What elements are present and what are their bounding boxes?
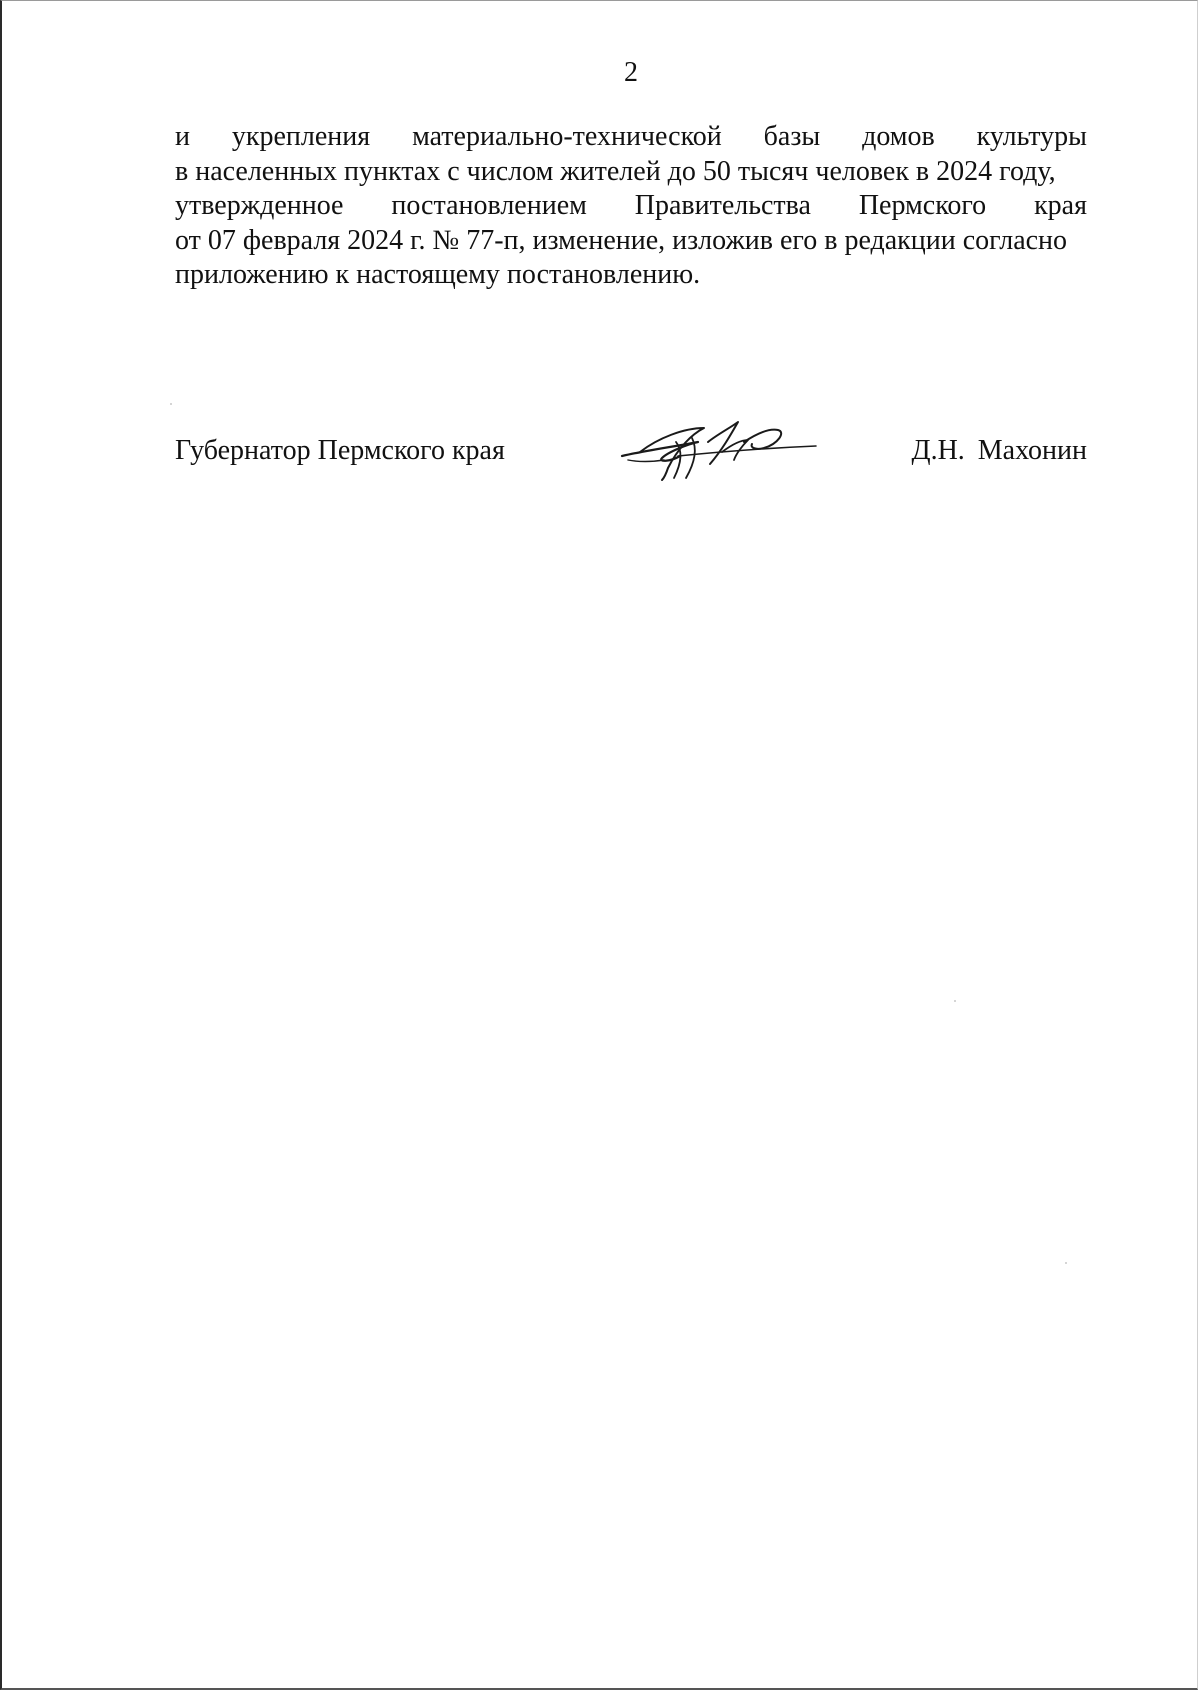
word: и — [175, 121, 190, 152]
text-line-2: в населенных пунктах с числом жителей до 50 тысяч человек в 2024 году, — [175, 155, 1056, 187]
word: Пермского — [858, 190, 987, 221]
handwritten-signature — [618, 412, 818, 484]
signer-name: Д.Н. Махонин — [911, 435, 1087, 466]
scan-speck — [170, 403, 172, 405]
body-paragraph — [175, 120, 1087, 293]
word: края — [1034, 190, 1087, 221]
scan-speck — [954, 1000, 956, 1002]
word: базы — [763, 121, 821, 152]
text-line-1 — [175, 120, 1087, 155]
signer-title: Губернатор Пермского края — [175, 435, 505, 466]
word: утвержденное — [175, 190, 344, 221]
text-line-4: от 07 февраля 2024 г. № 77-п, изменение, изложив его в редакции согласно — [175, 224, 1068, 256]
page-number: 2 — [624, 57, 638, 88]
word: домов — [862, 121, 935, 152]
word: материально-технической — [412, 121, 722, 152]
word: Правительства — [634, 190, 811, 221]
word: культуры — [976, 121, 1087, 152]
word: постановлением — [391, 190, 587, 221]
text-line-3 — [175, 189, 1087, 224]
word: укрепления — [231, 121, 371, 152]
text-line-5: приложению к настоящему постановлению. — [175, 259, 701, 290]
signature-block — [175, 412, 1087, 482]
scan-speck — [1065, 1262, 1067, 1264]
